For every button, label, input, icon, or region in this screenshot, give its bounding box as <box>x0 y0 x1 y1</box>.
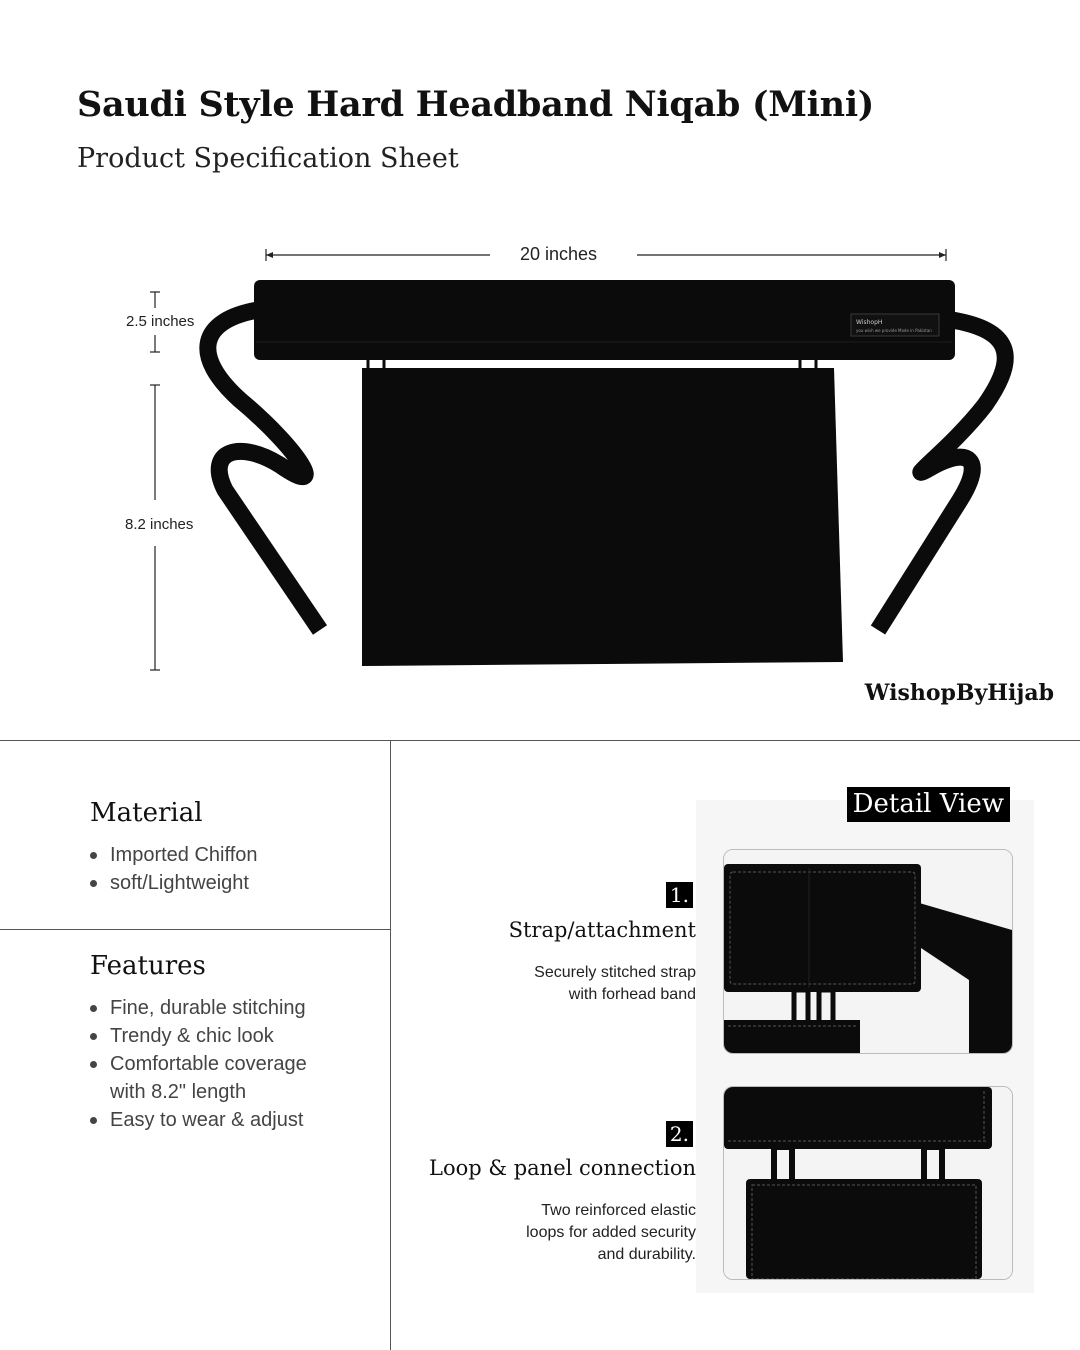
detail-description <box>534 962 696 1006</box>
detail-description-line: Securely stitched strap <box>534 964 696 981</box>
section-divider <box>0 740 1080 741</box>
detail-view-label: Detail View <box>847 787 1010 822</box>
detail-description-line: loops for added security <box>526 1224 696 1241</box>
width-dimension-line <box>266 249 946 261</box>
detail-heading: Strap/attachment <box>508 918 696 942</box>
detail-description-line: and durability. <box>597 1246 696 1263</box>
brand-name: WishopByHijab <box>864 680 1054 706</box>
left-section-divider <box>0 929 390 930</box>
panel-length-label: 8.2 inches <box>125 516 194 533</box>
material-title: Material <box>90 798 203 828</box>
detail-description-line: with forhead band <box>568 986 696 1003</box>
detail-number-badge: 2. <box>666 1121 693 1147</box>
material-item: soft/Lightweight <box>90 869 380 897</box>
page-title: Saudi Style Hard Headband Niqab (Mini) <box>77 84 875 125</box>
strap-detail-photo <box>723 849 1013 1054</box>
detail-description-line: Two reinforced elastic <box>541 1202 696 1219</box>
feature-item-continuation: with 8.2" length <box>110 1081 247 1103</box>
feature-item: Trendy & chic look <box>90 1022 385 1050</box>
band-height-label: 2.5 inches <box>126 313 195 330</box>
strap-detail-image <box>724 850 1012 1053</box>
features-list <box>90 994 385 1134</box>
feature-item: Comfortable coverage <box>90 1050 385 1078</box>
tag-tagline: you wish we provide <box>856 328 897 333</box>
feature-item: Easy to wear & adjust <box>90 1106 385 1134</box>
detail-number-badge: 1. <box>666 882 693 908</box>
detail-description <box>526 1200 696 1266</box>
detail-heading: Loop & panel connection <box>429 1156 696 1180</box>
loop-detail-photo <box>723 1086 1013 1280</box>
veil-panel <box>362 368 843 666</box>
width-dimension-label: 20 inches <box>520 244 598 264</box>
material-list <box>90 841 380 897</box>
material-item: Imported Chiffon <box>90 841 380 869</box>
features-title: Features <box>90 951 206 981</box>
features-section <box>90 951 385 1134</box>
right-strap <box>878 320 1005 630</box>
tag-brand: WishopH <box>856 319 883 326</box>
column-divider <box>390 740 391 1350</box>
headband <box>254 280 955 360</box>
feature-item: Fine, durable stitching <box>90 994 385 1022</box>
loop-detail-image <box>724 1087 1012 1279</box>
tag-origin: Made in Pakistan <box>898 328 932 333</box>
product-illustration <box>0 230 1080 690</box>
page-subtitle: Product Specification Sheet <box>77 143 459 174</box>
material-section <box>90 798 380 897</box>
